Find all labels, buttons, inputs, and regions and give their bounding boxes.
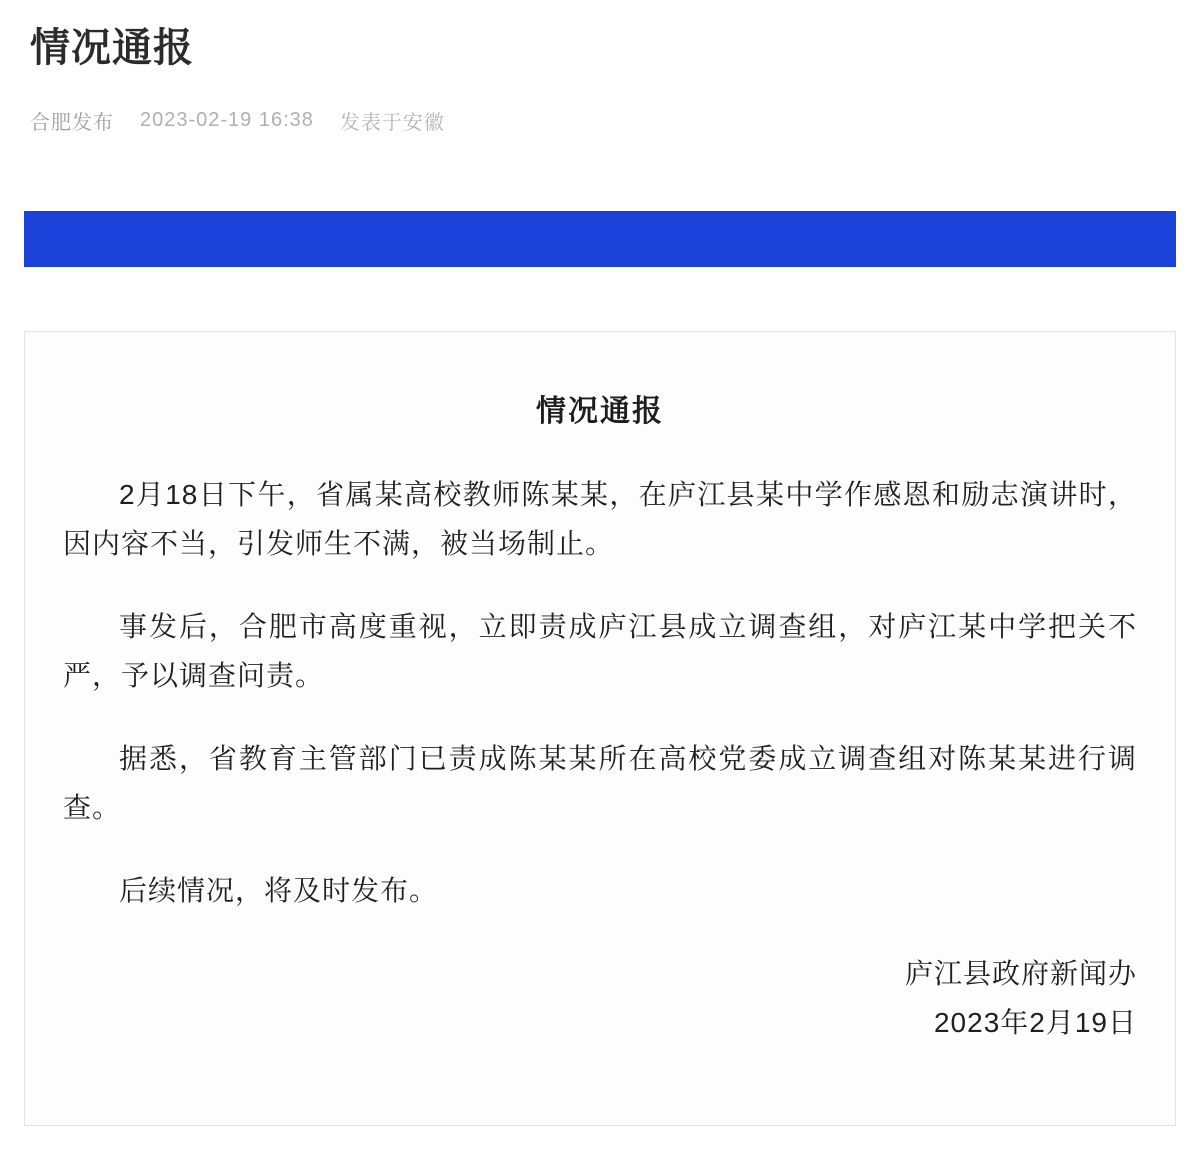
signature-issuer: 庐江县政府新闻办 bbox=[904, 958, 1137, 989]
meta-datetime: 2023-02-19 16:38 bbox=[140, 109, 314, 131]
article-meta bbox=[30, 106, 1170, 135]
page-title: 情况通报 bbox=[30, 26, 194, 70]
signature-date: 2023年2月19日 bbox=[933, 1007, 1137, 1038]
meta-source[interactable]: 合肥发布 bbox=[30, 112, 114, 134]
document-paragraph: 据悉，省教育主管部门已责成陈某某所在高校党委成立调查组对陈某某进行调查。 bbox=[63, 743, 1137, 823]
document-title: 情况通报 bbox=[536, 395, 664, 428]
document-paragraph: 2月18日下午，省属某高校教师陈某某，在庐江县某中学作感恩和励志演讲时，因内容不当，引发师生不满，被当场制止。 bbox=[63, 479, 1137, 559]
document-paragraph: 事发后，合肥市高度重视，立即责成庐江县成立调查组，对庐江某中学把关不严，予以调查问责。 bbox=[63, 611, 1137, 691]
notice-document-card bbox=[24, 331, 1176, 1126]
page-bottom-edge bbox=[0, 1152, 1200, 1160]
document-body bbox=[63, 470, 1137, 915]
blue-banner bbox=[24, 211, 1176, 267]
article-header bbox=[0, 0, 1200, 135]
document-paragraph: 后续情况，将及时发布。 bbox=[119, 875, 439, 906]
meta-location: 发表于安徽 bbox=[339, 112, 445, 134]
document-signature bbox=[63, 949, 1137, 1047]
